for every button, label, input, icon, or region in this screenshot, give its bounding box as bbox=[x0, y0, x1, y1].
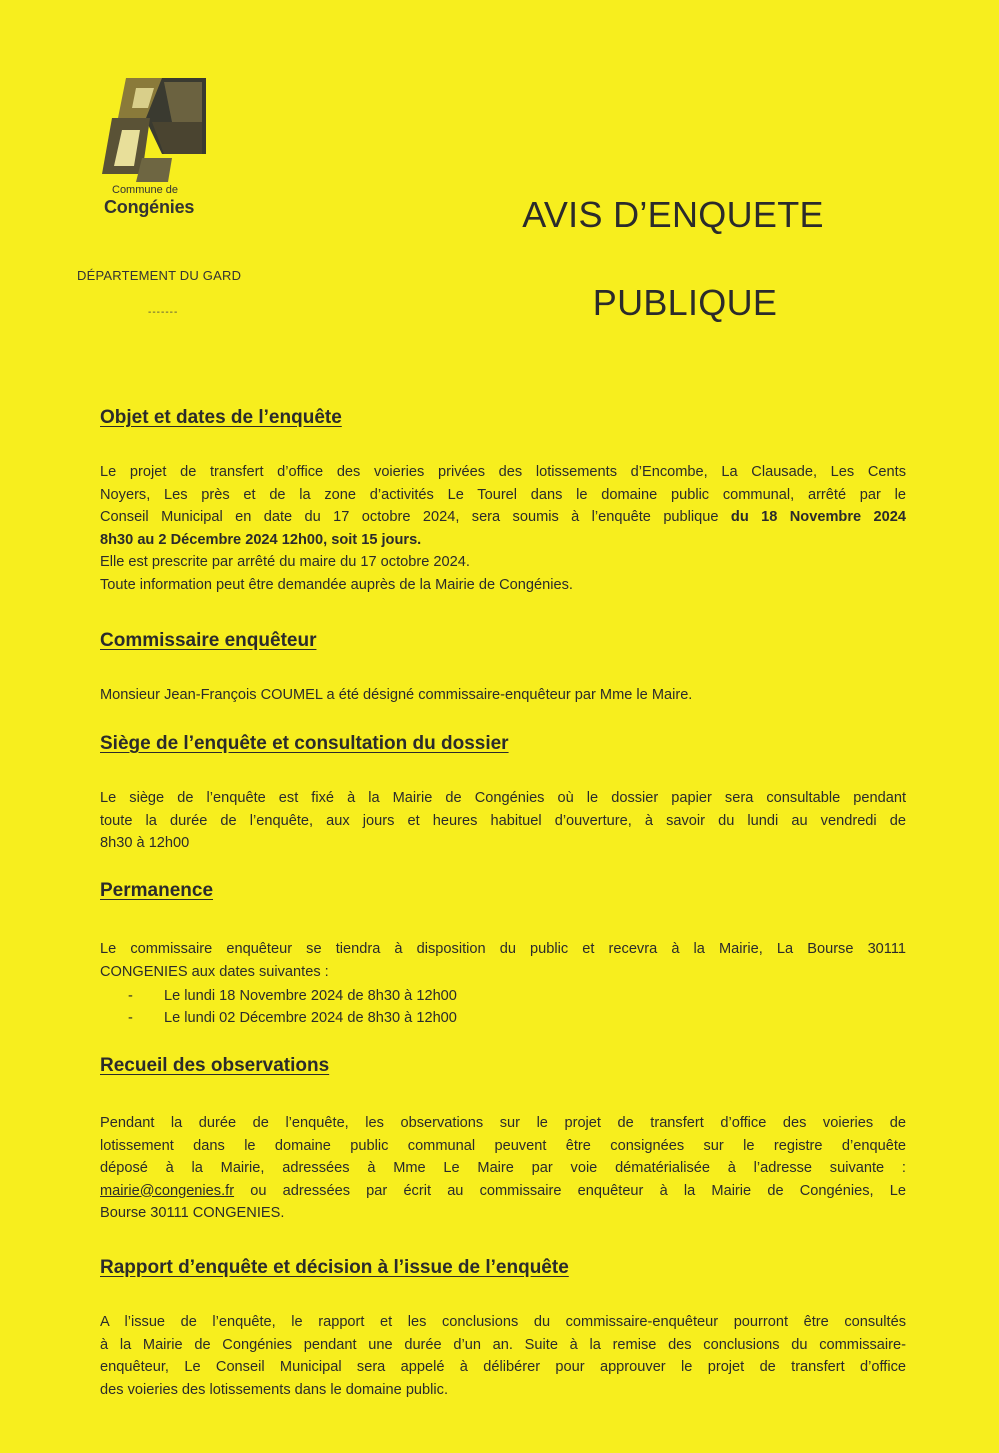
objet-end-date: 8h30 au 2 Décembre 2024 12h00, soit 15 jours. bbox=[100, 531, 422, 548]
paragraph-commissaire bbox=[100, 684, 906, 707]
objet-line-1: Le projet de transfert d’office des voieries privées des lotissements d’Encombe, La Clausade, Les Cents bbox=[100, 464, 906, 480]
heading-objet: Objet et dates de l’enquête bbox=[100, 407, 342, 428]
bullet-dash: - bbox=[128, 1010, 133, 1026]
rapport-line-3: enquêteur, Le Conseil Municipal sera appelé à délibérer pour approuver le projet de transfert d’office bbox=[100, 1359, 906, 1375]
objet-line-6: Toute information peut être demandée auprès de la Mairie de Congénies. bbox=[100, 576, 573, 593]
recueil-line-4-text: ou adressées par écrit au commissaire enquêteur à la Mairie de Congénies, Le bbox=[234, 1182, 906, 1199]
recueil-line-4 bbox=[100, 1180, 906, 1203]
objet-start-date: du 18 Novembre 2024 bbox=[730, 509, 906, 525]
rapport-line-4: des voieries des lotissements dans le domaine public. bbox=[100, 1381, 449, 1398]
heading-recueil: Recueil des observations bbox=[100, 1055, 330, 1076]
recueil-line-1: Pendant la durée de l’enquête, les observations sur le projet de transfert d’office des voieries de bbox=[100, 1115, 906, 1131]
notice-title-line1: AVIS D’ENQUETE bbox=[522, 194, 824, 235]
objet-line-5: Elle est prescrite par arrêté du maire du 17 octobre 2024. bbox=[100, 554, 470, 570]
recueil-line-2: lotissement dans le domaine public communal peuvent être consignées sur le registre d’enquête bbox=[100, 1137, 906, 1154]
heading-permanence: Permanence bbox=[100, 880, 214, 901]
commune-logo bbox=[100, 78, 224, 218]
list-item bbox=[128, 985, 457, 1007]
rapport-line-2: à la Mairie de Congénies pendant une durée d’un an. Suite à la remise des conclusions du commissaire- bbox=[100, 1336, 906, 1353]
permanence-date-1: Le lundi 18 Novembre 2024 de 8h30 à 12h00 bbox=[164, 988, 457, 1004]
commissaire-text: Monsieur Jean-François COUMEL a été désigné commissaire-enquêteur par Mme le Maire. bbox=[100, 687, 693, 703]
email-link[interactable]: mairie@congenies.fr bbox=[100, 1182, 235, 1199]
coat-of-arms-icon bbox=[102, 78, 208, 182]
paragraph-rapport bbox=[100, 1311, 906, 1401]
bullet-dash: - bbox=[128, 988, 133, 1004]
logo-text-small: Commune de bbox=[112, 184, 179, 196]
siege-line-3: 8h30 à 12h00 bbox=[100, 835, 190, 851]
permanence-dates bbox=[128, 985, 457, 1029]
recueil-line-5: Bourse 30111 CONGENIES. bbox=[100, 1205, 285, 1221]
permanence-date-2: Le lundi 02 Décembre 2024 de 8h30 à 12h00 bbox=[164, 1010, 457, 1026]
recueil-line-3: déposé à la Mairie, adressées à Mme Le Maire par voie dématérialisée à l’adresse suivante : bbox=[100, 1160, 906, 1176]
paragraph-siege bbox=[100, 787, 906, 855]
heading-commissaire: Commissaire enquêteur bbox=[100, 630, 317, 651]
permanence-line-2: CONGENIES aux dates suivantes : bbox=[100, 963, 329, 980]
paragraph-objet bbox=[100, 461, 906, 596]
heading-siege: Siège de l’enquête et consultation du dossier bbox=[100, 733, 509, 754]
logo-text-commune: Congénies bbox=[104, 197, 195, 217]
objet-line-3-text: Conseil Municipal en date du 17 octobre 2024, sera soumis à l’enquête publique bbox=[100, 509, 731, 525]
objet-line-3 bbox=[100, 506, 906, 529]
list-item bbox=[128, 1007, 457, 1029]
paragraph-permanence bbox=[100, 938, 906, 983]
siege-line-1: Le siège de l’enquête est fixé à la Mairie de Congénies où le dossier papier sera consultable pendant bbox=[100, 790, 906, 806]
heading-rapport: Rapport d’enquête et décision à l’issue de l’enquête bbox=[100, 1257, 569, 1278]
siege-line-2: toute la durée de l’enquête, aux jours et heures habituel d’ouverture, à savoir du lundi au vendredi de bbox=[100, 812, 906, 829]
rapport-line-1: A l’issue de l’enquête, le rapport et les conclusions du commissaire-enquêteur pourront être consultés bbox=[100, 1314, 906, 1330]
separator: ------- bbox=[148, 307, 179, 318]
notice-title-line2: PUBLIQUE bbox=[592, 282, 778, 323]
objet-line-2: Noyers, Les près et de la zone d’activités Le Tourel dans le domaine public communal, arrêté par le bbox=[100, 486, 906, 503]
permanence-line-1: Le commissaire enquêteur se tiendra à disposition du public et recevra à la Mairie, La Bourse 30111 bbox=[100, 941, 906, 957]
department-label: DÉPARTEMENT DU GARD bbox=[77, 268, 242, 283]
paragraph-recueil bbox=[100, 1112, 906, 1225]
